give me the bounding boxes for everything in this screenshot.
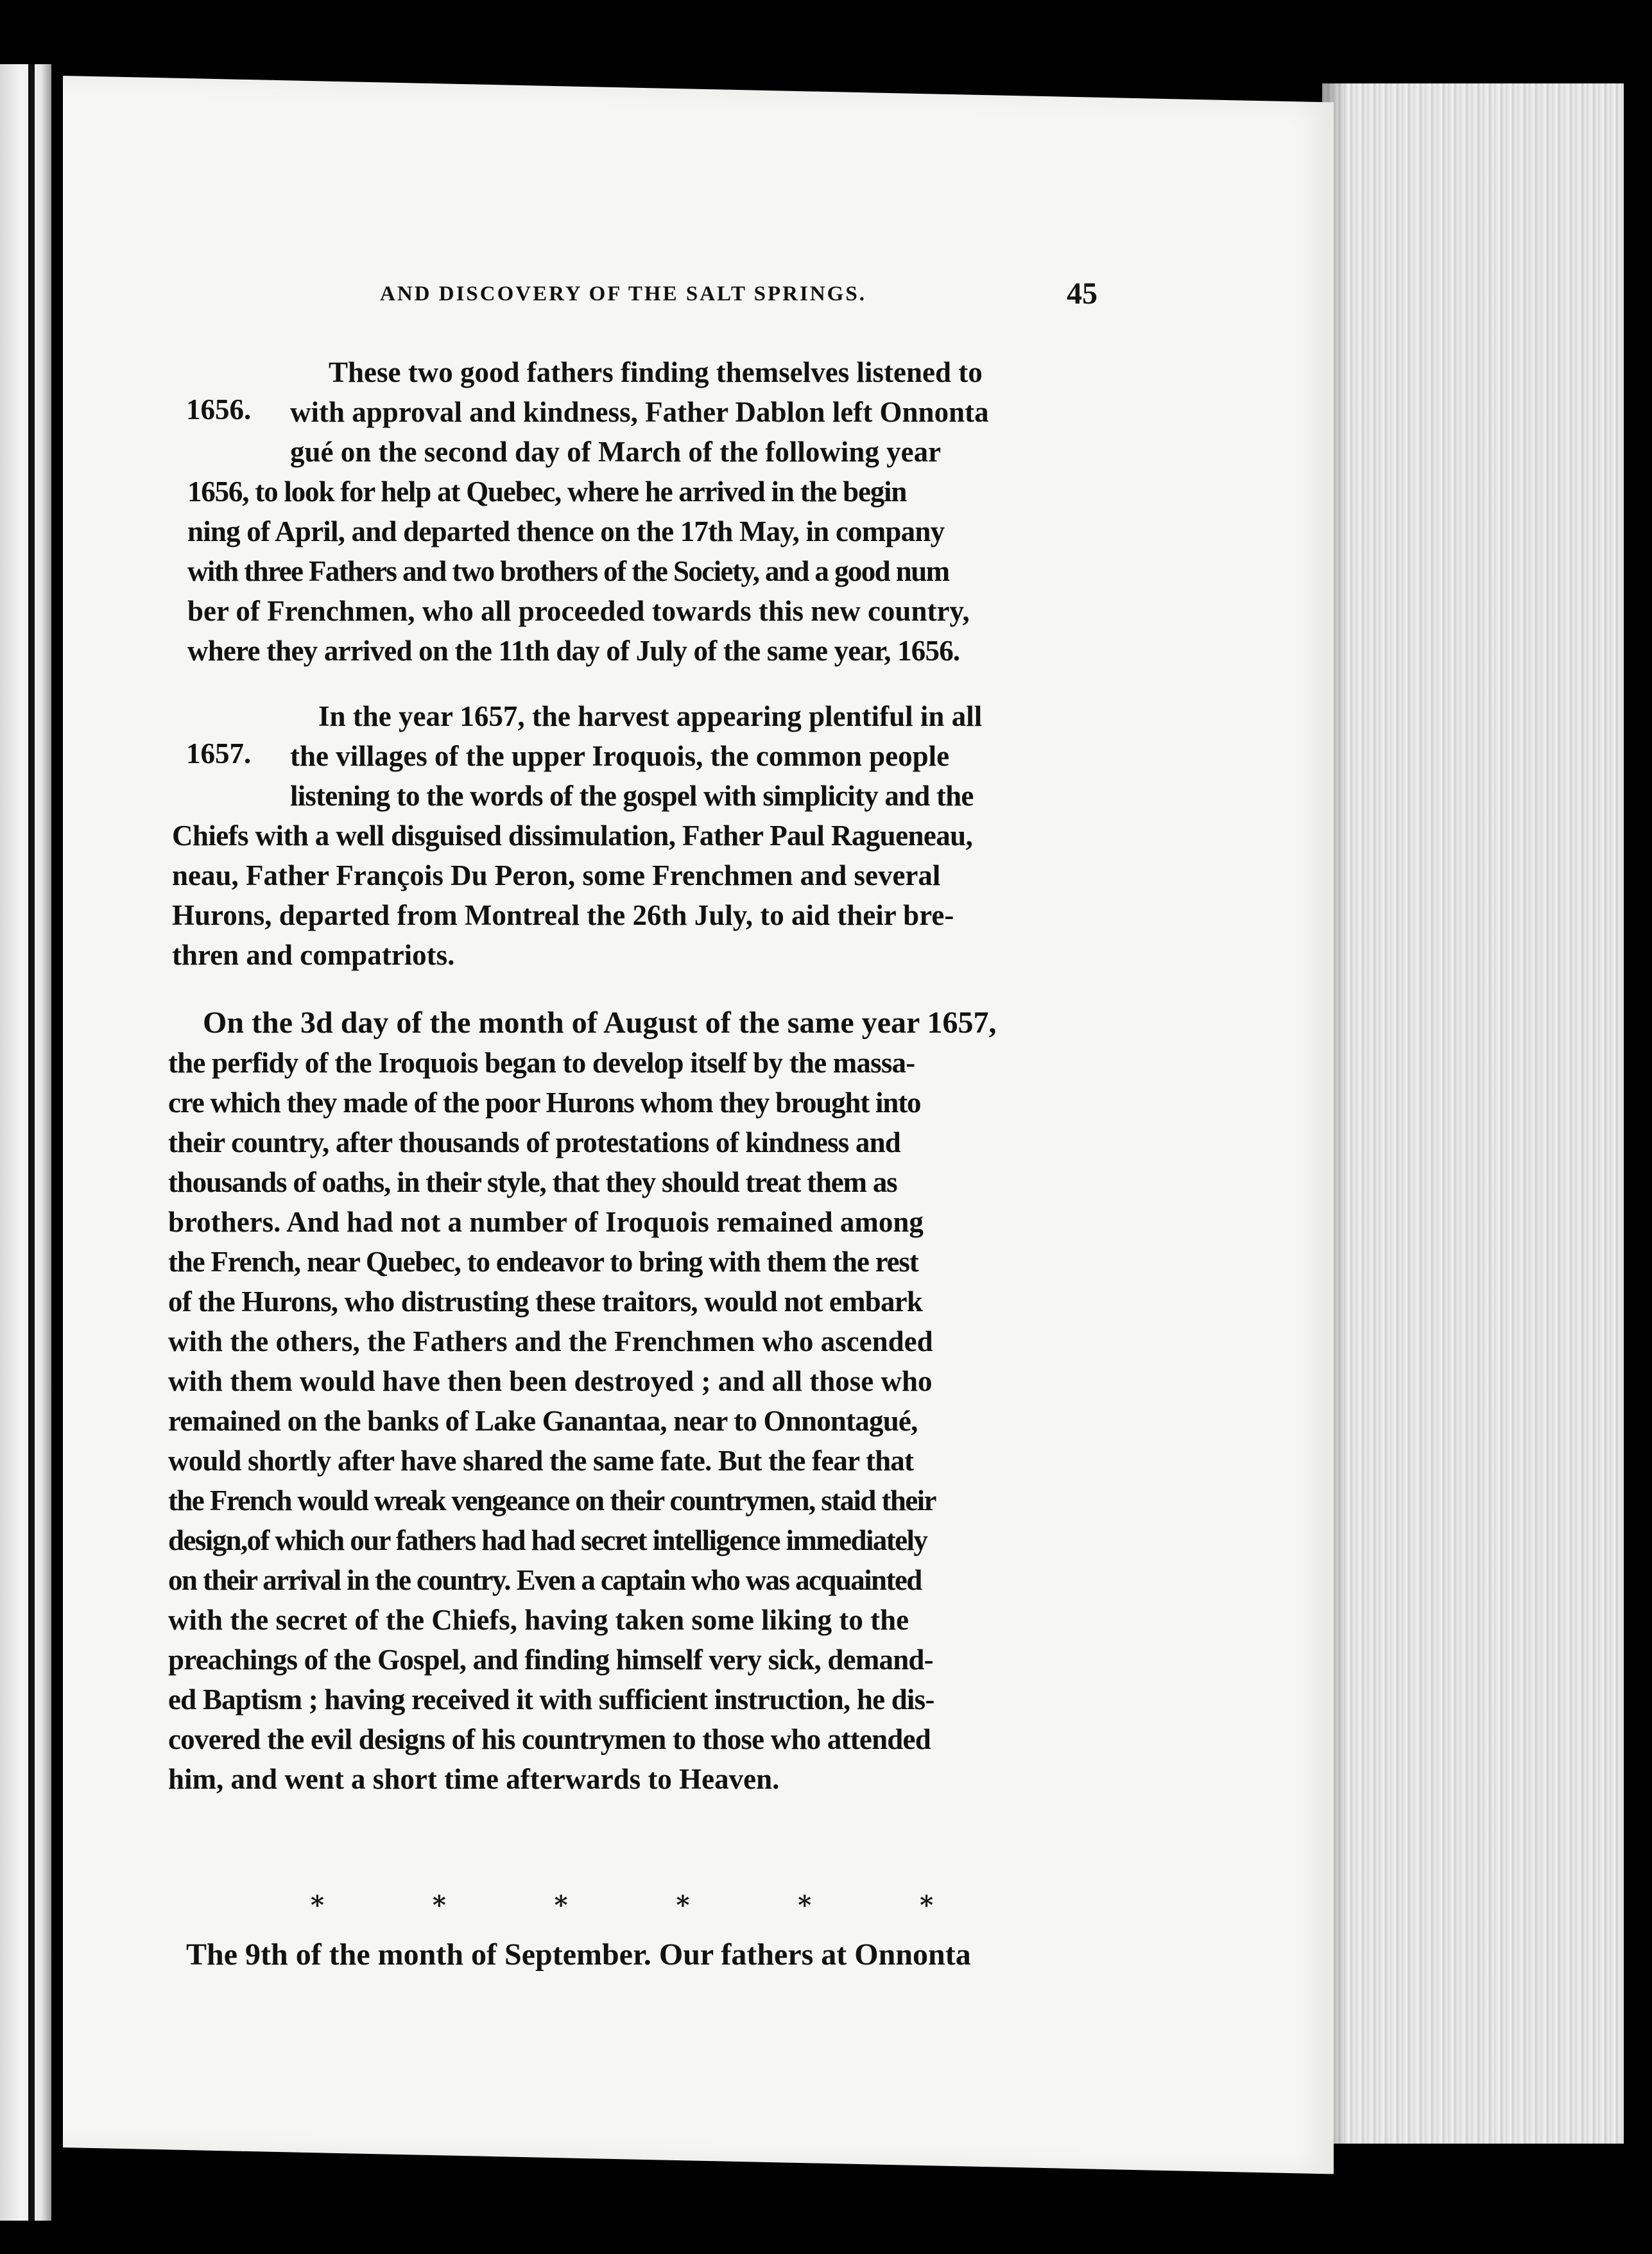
text-line: the perfidy of the Iroquois began to develop itself by the massa- [168,1047,915,1079]
star: * [920,1890,933,1920]
text-line: design,of which our fathers had had secret intelligence immediately [168,1524,927,1556]
star: * [311,1890,324,1920]
text-line: their country, after thousands of protestations of kindness and [168,1126,901,1158]
text-line: with them would have then been destroyed ; and all those who [168,1365,933,1397]
text-line: preachings of the Gospel, and finding himself very sick, demand- [168,1644,933,1676]
text-line: on their arrival in the country. Even a captain who was acquainted [168,1564,922,1596]
star: * [798,1890,812,1920]
text-line: cre which they made of the poor Hurons whom they brought into [168,1087,921,1119]
text-line: with the others, the Fathers and the Frenchmen who ascended [168,1325,933,1357]
text-line: would shortly after have shared the same fate. But the fear that [168,1445,914,1477]
text-line: him, and went a short time afterwards to Heaven. [168,1763,780,1795]
text-line: thren and compatriots. [172,939,455,971]
text-line: On the 3d day of the month of August of the same year 1657, [203,1006,997,1040]
text-line: with approval and kindness, Father Dablon left Onnonta [290,396,989,428]
text-line: ning of April, and departed thence on the 17th May, in company [187,515,945,547]
running-title: AND DISCOVERY OF THE SALT SPRINGS. [380,282,866,305]
separator-stars [311,1890,933,1920]
text-line: These two good fathers finding themselves listened to [329,356,983,388]
text-line: In the year 1657, the harvest appearing plentiful in all [318,700,983,732]
text-line: with three Fathers and two brothers of the Society, and a good num [187,555,949,587]
margin-year-1657: 1657. [186,737,252,770]
text-line: of the Hurons, who distrusting these traitors, would not embark [168,1286,923,1318]
text-line: 1656, to look for help at Quebec, where he arrived in the begin [187,476,907,508]
text-line: Chiefs with a well disguised dissimulation, Father Paul Ragueneau, [172,820,973,852]
text-line: remained on the banks of Lake Ganantaa, near to Onnontagué, [168,1405,918,1437]
text-line: the French, near Quebec, to endeavor to bring with them the rest [168,1246,918,1278]
text-line: the French would wreak vengeance on their countrymen, staid their [168,1484,936,1517]
text-line: where they arrived on the 11th day of July of the same year, 1656. [187,635,960,667]
text-line: thousands of oaths, in their style, that they should treat them as [168,1166,897,1198]
text-line: listening to the words of the gospel with simplicity and the [290,780,974,812]
text-line: with the secret of the Chiefs, having taken some liking to the [168,1604,909,1636]
text-line: ed Baptism ; having received it with sufficient instruction, he dis- [168,1683,934,1716]
text-line: gué on the second day of March of the following year [290,436,942,468]
star: * [676,1890,690,1920]
text-line: covered the evil designs of his countrymen to those who attended [168,1723,931,1755]
text-line: neau, Father François Du Peron, some Frenchmen and several [172,859,941,891]
text-line: the villages of the upper Iroquois, the common people [290,740,950,772]
text-line: ber of Frenchmen, who all proceeded towards this new country, [187,595,970,627]
margin-year-1656: 1656. [186,393,252,426]
page-number: 45 [1067,277,1097,311]
text-line-last: The 9th of the month of September. Our fathers at Onnonta [186,1938,971,1972]
star: * [432,1890,446,1920]
text-line: brothers. And had not a number of Iroquois remained among [168,1206,924,1238]
text-line: Hurons, departed from Montreal the 26th July, to aid their bre- [172,899,954,931]
star: * [554,1890,568,1920]
